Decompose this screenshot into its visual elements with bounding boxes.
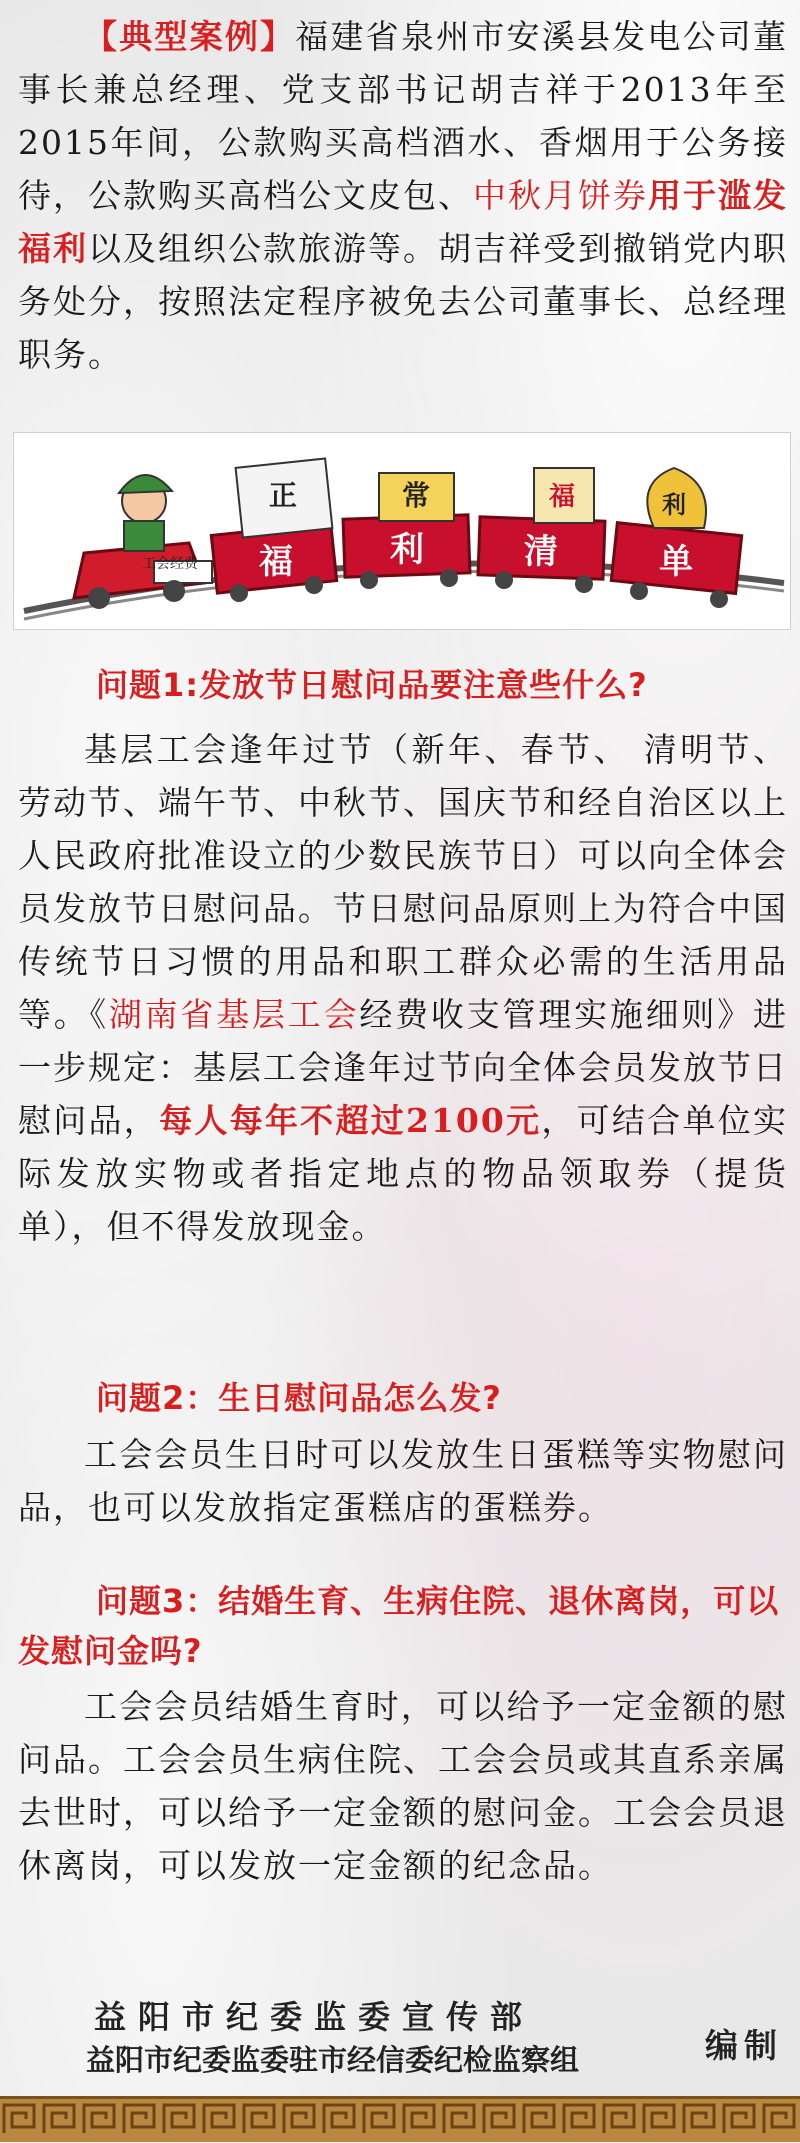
case-highlight-welfare: 用于滥发福利	[18, 176, 788, 268]
goods-label-3: 福	[549, 482, 576, 512]
case-highlight-mooncake: 中秋月饼券	[473, 176, 648, 215]
wagon-label-1: 福	[259, 542, 293, 582]
footer-edited-label: 编制	[705, 2026, 783, 2065]
q1-text-b: 经费收支管理实施细则》进一步规定：基层工会逢年过节向全体会员发放节日慰问品，	[18, 995, 789, 1140]
case-tag: 【典型案例】	[84, 17, 296, 56]
footer-publicity-dept: 益阳市纪委监委宣传部	[94, 1998, 535, 2036]
goods-label-1: 正	[269, 479, 298, 512]
q1-text-c: ，可结合单位实际发放实物或者指定地点的物品领取券（提货单），但不得发放现金。	[18, 1101, 788, 1246]
question-3-heading: 问题3：结婚生育、生病住院、退休离岗，可以发慰问金吗?	[18, 1582, 780, 1670]
welfare-list-illustration	[13, 432, 791, 630]
question-1-heading: 问题1:发放节日慰问品要注意些什么?	[96, 666, 648, 704]
wagon-label-4: 单	[659, 542, 693, 582]
key-pattern-icon	[0, 2099, 800, 2139]
question-2-paragraph: 工会会员生日时可以发放生日蛋糕等实物慰问品，也可以发放指定蛋糕店的蛋糕券。	[18, 1435, 788, 1527]
wagon-label-3: 清	[524, 532, 558, 572]
question-2-heading: 问题2：生日慰问品怎么发?	[96, 1379, 502, 1417]
q1-highlight-regulation: 湖南省基层工会	[108, 995, 360, 1034]
train-illustration	[14, 433, 790, 629]
wagon-label-2: 利	[390, 530, 424, 570]
question-1-paragraph	[18, 723, 788, 1253]
locomotive	[74, 475, 212, 609]
decorative-border	[0, 2096, 800, 2142]
question-3-paragraph: 工会会员结婚生育时，可以给予一定金额的慰问品。工会会员生病住院、工会会员或其直系亲属去世时，可以给予一定金额的慰问金。工会会员退休离岗，可以发放一定金额的纪念品。	[18, 1687, 788, 1885]
q1-highlight-limit: 每人每年不超过2100元	[159, 1101, 542, 1140]
q1-text-a: 基层工会逢年过节（新年、春节、 清明节、劳动节、端午节、中秋节、国庆节和经自治区以上人民政府批准设立的少数民族节日）可以向全体会员发放节日慰问品。节日慰问品原则上为符合中国传统节日习惯的用品和职工群众必需的生活用品等。《	[18, 730, 788, 1034]
goods-label-2: 常	[402, 479, 431, 512]
goods-label-4: 利	[662, 491, 686, 519]
footer-supervision-group: 益阳市纪委监委驻市经信委纪检监察组	[86, 2043, 580, 2077]
case-text-a: 福建省泉州市安溪县发电公司董事长兼总经理、党支部书记胡吉祥于2013年至2015年间，公款购买高档酒水、香烟用于公务接待，公款购买高档公文皮包、	[18, 17, 789, 215]
case-text-b: 以及组织公款旅游等。胡吉祥受到撤销党内职务处分，按照法定程序被免去公司董事长、总经理职务。	[18, 229, 788, 374]
cart-label: 工会经费	[142, 556, 198, 572]
case-paragraph	[18, 10, 788, 381]
